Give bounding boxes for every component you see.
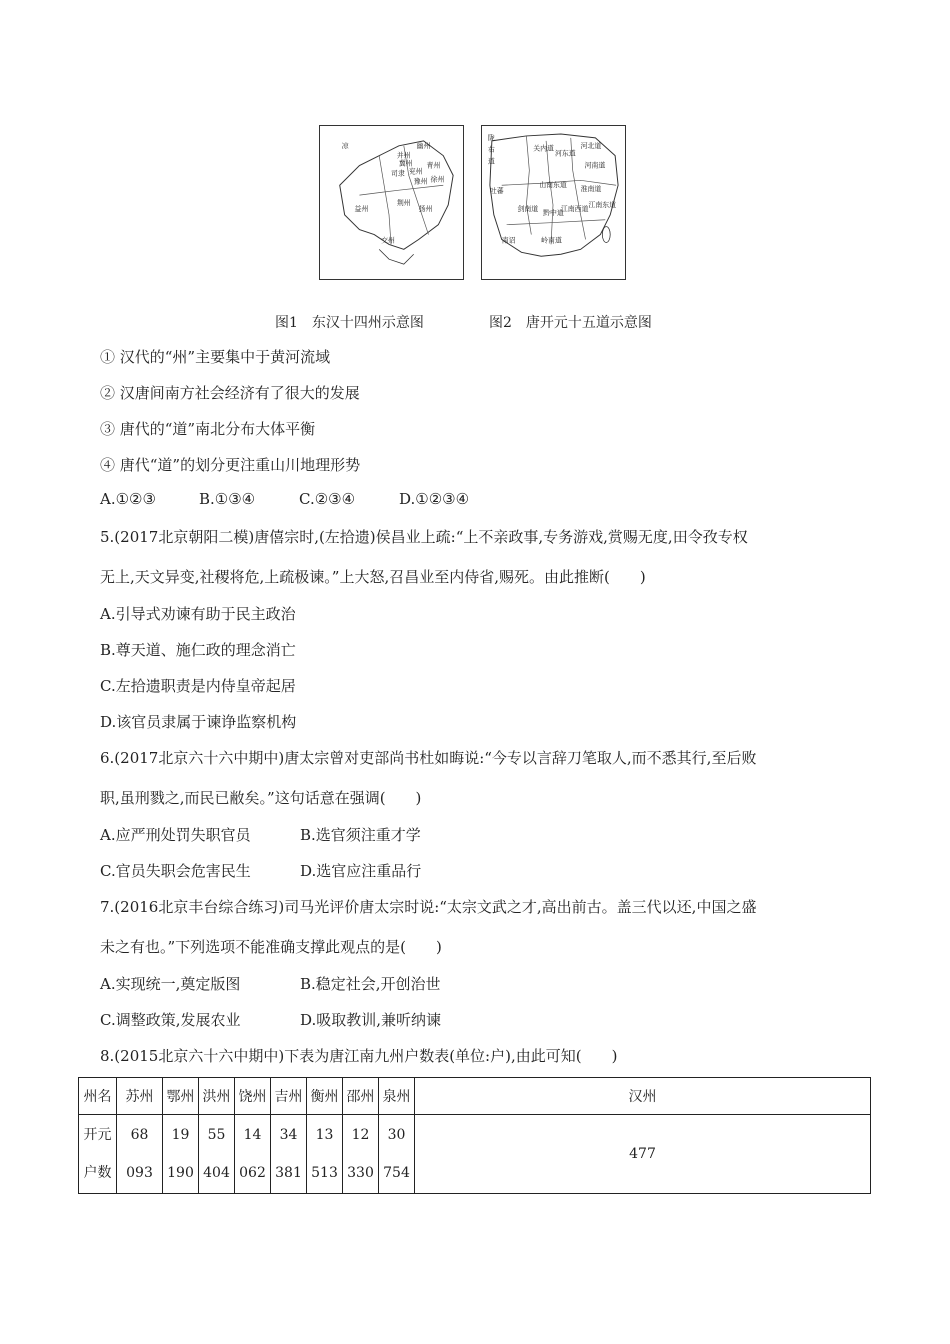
statement-2: ② 汉唐间南方社会经济有了很大的发展 xyxy=(100,384,360,402)
table-cell xyxy=(379,1115,415,1194)
q6-options-row1 xyxy=(100,824,421,845)
map1-label: 司隶 xyxy=(391,169,405,178)
map2-label: 黔中道 xyxy=(543,208,564,217)
q6-option-d[interactable]: D.选官应注重品行 xyxy=(300,862,422,880)
statement-3: ③ 唐代的“道”南北分布大体平衡 xyxy=(100,420,316,438)
map2-label: 河北道 xyxy=(580,141,602,150)
map2-label: 淮南道 xyxy=(580,185,602,194)
map1-label: 交州 xyxy=(381,236,395,245)
map1-label: 并州 xyxy=(396,151,411,160)
cell-bottom: 093 xyxy=(126,1165,153,1181)
statement-1: ① 汉代的“州”主要集中于黄河流域 xyxy=(100,348,331,366)
map2-label: 道 xyxy=(487,157,495,166)
cell-top: 12 xyxy=(351,1127,370,1143)
figure-caption-1: 图1 东汉十四州示意图 xyxy=(275,315,424,331)
table-cell xyxy=(117,1115,163,1194)
q5-option-d[interactable]: D.该官员隶属于谏诤监察机构 xyxy=(100,713,297,731)
map2-label: 吐蕃 xyxy=(489,187,504,196)
map2-label: 南诏 xyxy=(501,236,516,245)
table-cell xyxy=(343,1115,379,1194)
map2-label: 陇 xyxy=(487,133,495,142)
table-row-label xyxy=(79,1115,117,1194)
map2-label: 山南东道 xyxy=(539,181,567,190)
q5-option-c[interactable]: C.左拾遗职责是内侍皇帝起居 xyxy=(100,677,296,695)
cell-top: 13 xyxy=(315,1127,334,1143)
map1-label: 徐州 xyxy=(430,175,445,184)
map1-label: 扬州 xyxy=(418,204,433,213)
table-row xyxy=(79,1115,871,1194)
table-header-cell: 泉州 xyxy=(379,1078,415,1115)
map1-label: 兖州 xyxy=(408,167,423,176)
map2-label: 河南道 xyxy=(584,161,606,170)
q4-option-d[interactable]: D.①②③④ xyxy=(399,490,470,508)
q7-option-d[interactable]: D.吸取教训,兼听纳谏 xyxy=(300,1011,442,1029)
q6-stem-cont: 职,虽刑戮之,而民已敝矣。”这句话意在强调( ) xyxy=(100,789,422,807)
q8-stem: 8.(2015北京六十六中期中)下表为唐江南九州户数表(单位:户),由此可知( ) xyxy=(100,1047,618,1065)
table-header-cell: 邵州 xyxy=(343,1078,379,1115)
q7-option-c[interactable]: C.调整政策,发展农业 xyxy=(100,1011,241,1029)
map1-label: 荆州 xyxy=(396,198,411,207)
table-header-cell: 饶州 xyxy=(235,1078,271,1115)
map2-label: 剑南道 xyxy=(517,204,539,213)
row-label-top: 开元 xyxy=(83,1127,112,1143)
cell-bottom: 330 xyxy=(347,1165,374,1181)
cell-bottom: 513 xyxy=(311,1165,338,1181)
q4-options xyxy=(100,490,469,508)
map1-label: 幽州 xyxy=(416,141,431,150)
q7-option-b[interactable]: B.稳定社会,开创治世 xyxy=(300,975,441,993)
cell-top: 14 xyxy=(243,1127,262,1143)
table-cell xyxy=(307,1115,343,1194)
row-label-bottom: 户数 xyxy=(83,1165,112,1181)
table-header-cell: 汉州 xyxy=(415,1078,871,1115)
table-header-label: 州名 xyxy=(79,1078,117,1115)
q6-stem: 6.(2017北京六十六中期中)唐太宗曾对吏部尚书杜如晦说:“今专以言辞刀笔取人,而不悉其行,至后败 xyxy=(100,749,757,767)
map2-label: 江南西道 xyxy=(560,204,589,213)
table-cell-last: 477 xyxy=(415,1115,871,1194)
cell-top: 34 xyxy=(279,1127,298,1143)
map1-label: 青州 xyxy=(426,161,441,170)
q7-option-a[interactable]: A.实现统一,奠定版图 xyxy=(100,975,241,993)
cell-top: 68 xyxy=(130,1127,149,1143)
q6-options-row2 xyxy=(100,860,421,881)
map1-label: 冀州 xyxy=(398,159,413,168)
q5-option-a[interactable]: A.引导式劝谏有助于民主政治 xyxy=(100,605,296,623)
q6-option-a[interactable]: A.应严刑处罚失职官员 xyxy=(100,826,251,844)
figure-caption-2: 图2 唐开元十五道示意图 xyxy=(489,315,652,331)
map-tang-graphic xyxy=(482,126,625,279)
map-tang-fifteen-dao xyxy=(481,125,626,280)
table-header-cell: 鄂州 xyxy=(163,1078,199,1115)
q4-option-b[interactable]: B.①③④ xyxy=(199,490,256,508)
q7-stem: 7.(2016北京丰台综合练习)司马光评价唐太宗时说:“太宗文武之才,高出前古。盖三代以还,中国之盛 xyxy=(100,898,757,916)
map1-label: 豫州 xyxy=(413,177,428,186)
q7-stem-cont: 未之有也。”下列选项不能准确支撑此观点的是( ) xyxy=(100,938,442,956)
map1-label: 益州 xyxy=(354,204,369,213)
q5-stem: 5.(2017北京朝阳二模)唐僖宗时,(左拾遗)侯昌业上疏:“上不亲政事,专务游戏,赏赐无度,田令孜专权 xyxy=(100,528,748,546)
table-header-cell: 衡州 xyxy=(307,1078,343,1115)
map2-label: 岭南道 xyxy=(541,236,562,245)
cell-bottom: 190 xyxy=(167,1165,194,1181)
table-header-row xyxy=(79,1078,871,1115)
q6-option-b[interactable]: B.选官须注重才学 xyxy=(300,826,421,844)
cell-bottom: 062 xyxy=(239,1165,266,1181)
table-header-cell: 苏州 xyxy=(117,1078,163,1115)
q4-option-c[interactable]: C.②③④ xyxy=(299,490,356,508)
map2-label: 江南东道 xyxy=(588,200,617,209)
table-header-cell: 吉州 xyxy=(271,1078,307,1115)
q6-option-c[interactable]: C.官员失职会危害民生 xyxy=(100,862,251,880)
table-cell xyxy=(235,1115,271,1194)
cell-bottom: 754 xyxy=(383,1165,410,1181)
q7-options-row1 xyxy=(100,973,441,994)
cell-top: 30 xyxy=(387,1127,406,1143)
q4-option-a[interactable]: A.①②③ xyxy=(100,490,156,508)
table-header-cell: 洪州 xyxy=(199,1078,235,1115)
cell-bottom: 381 xyxy=(275,1165,302,1181)
q7-options-row2 xyxy=(100,1009,441,1030)
cell-bottom: 404 xyxy=(203,1165,230,1181)
table-cell xyxy=(199,1115,235,1194)
table-cell xyxy=(163,1115,199,1194)
q5-option-b[interactable]: B.尊天道、施仁政的理念消亡 xyxy=(100,641,296,659)
statement-4: ④ 唐代“道”的划分更注重山川地理形势 xyxy=(100,456,361,474)
map2-label: 关内道 xyxy=(533,144,554,153)
q5-stem-cont: 无上,天文异变,社稷将危,上疏极谏。”上大怒,召昌业至内侍省,赐死。由此推断( ) xyxy=(100,568,646,586)
map2-label: 右 xyxy=(487,145,495,154)
map2-label: 河东道 xyxy=(554,149,576,158)
map-eastern-han-graphic xyxy=(320,126,463,279)
map-eastern-han xyxy=(319,125,464,280)
table-cell xyxy=(271,1115,307,1194)
household-table xyxy=(78,1077,871,1194)
map1-label: 凉 xyxy=(341,141,349,150)
cell-top: 55 xyxy=(207,1127,226,1143)
cell-top: 19 xyxy=(171,1127,190,1143)
